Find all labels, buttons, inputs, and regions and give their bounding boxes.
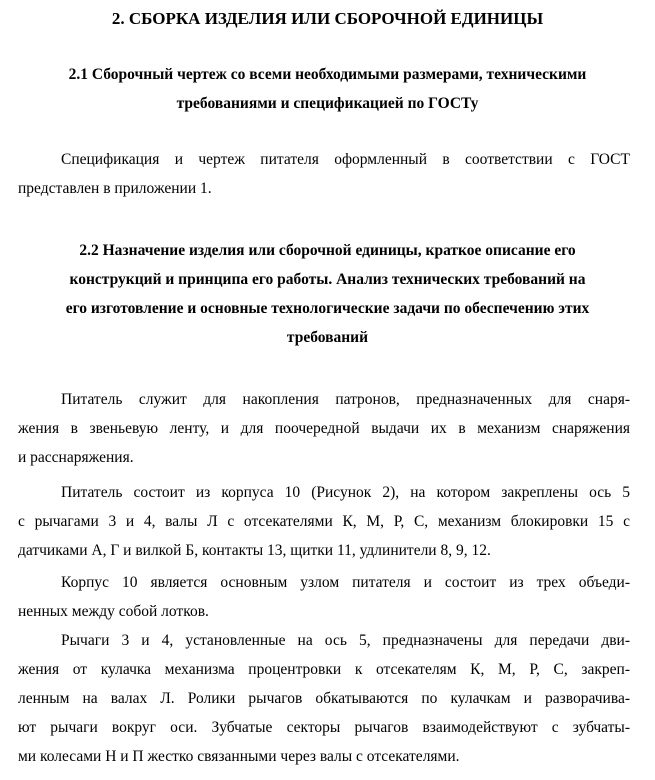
section-title: 2. СБОРКА ИЗДЕЛИЯ ИЛИ СБОРОЧНОЙ ЕДИНИЦЫ [111,9,544,28]
paragraph-line: и расснаряжения. [18,449,134,466]
body-paragraph-4 [18,626,630,771]
paragraph-line: Питатель состоит из корпуса 10 (Рисунок 2), на котором закреплены ось 5 [61,484,630,501]
paragraph-line: ют рычаги вокруг оси. Зубчатые секторы рычагов взаимодействуют с зубчаты- [18,719,630,736]
heading-line: требований [286,329,369,346]
heading-line: его изготовление и основные технологические задачи по обеспечению этих [65,300,590,317]
paragraph-line: ненных между собой лотков. [18,603,209,620]
paragraph-line: ми колесами Н и П жестко связанными через валы с отсекателями. [18,748,460,765]
paragraph-line: датчиками А, Г и вилкой Б, контакты 13, щитки 11, удлинители 8, 9, 12. [18,542,491,559]
heading-line: 2.2 Назначение изделия или сборочной единицы, краткое описание его [79,242,576,259]
paragraph-line: Спецификация и чертеж питателя оформленный в соответствии с ГОСТ [61,151,630,168]
heading-line: конструкций и принципа его работы. Анализ технических требований на [69,271,586,288]
subsection-2-1-heading [0,60,655,118]
paragraph-line: с рычагами 3 и 4, валы Л с отсекателями К, М, Р, С, механизм блокировки 15 с [18,513,630,530]
paragraph-line: представлен в приложении 1. [18,180,212,197]
heading-line: требованиями и спецификацией по ГОСТу [176,95,479,112]
paragraph-line: жения от кулачка механизма процентровки к отсекателям К, М, Р, С, закреп- [18,661,630,678]
subsection-2-2-heading [0,236,655,352]
body-paragraph-2 [18,478,630,565]
subsection-2-1-paragraph [18,145,630,203]
paragraph-line: жения в звеньевую ленту, и для поочередной выдачи их в механизм снаряжения [18,420,630,437]
paragraph-line: ленным на валах Л. Ролики рычагов обкатываются по кулачкам и разворачива- [18,690,630,707]
paragraph-line: Рычаги 3 и 4, установленные на ось 5, предназначены для передачи дви- [61,632,630,649]
heading-line: 2.1 Сборочный чертеж со всеми необходимыми размерами, техническими [68,66,587,83]
paragraph-line: Питатель служит для накопления патронов, предназначенных для снаря- [61,391,630,408]
body-paragraph-3 [18,568,630,626]
paragraph-line: Корпус 10 является основным узлом питателя и состоит из трех объеди- [61,574,630,591]
body-paragraph-1 [18,385,630,472]
